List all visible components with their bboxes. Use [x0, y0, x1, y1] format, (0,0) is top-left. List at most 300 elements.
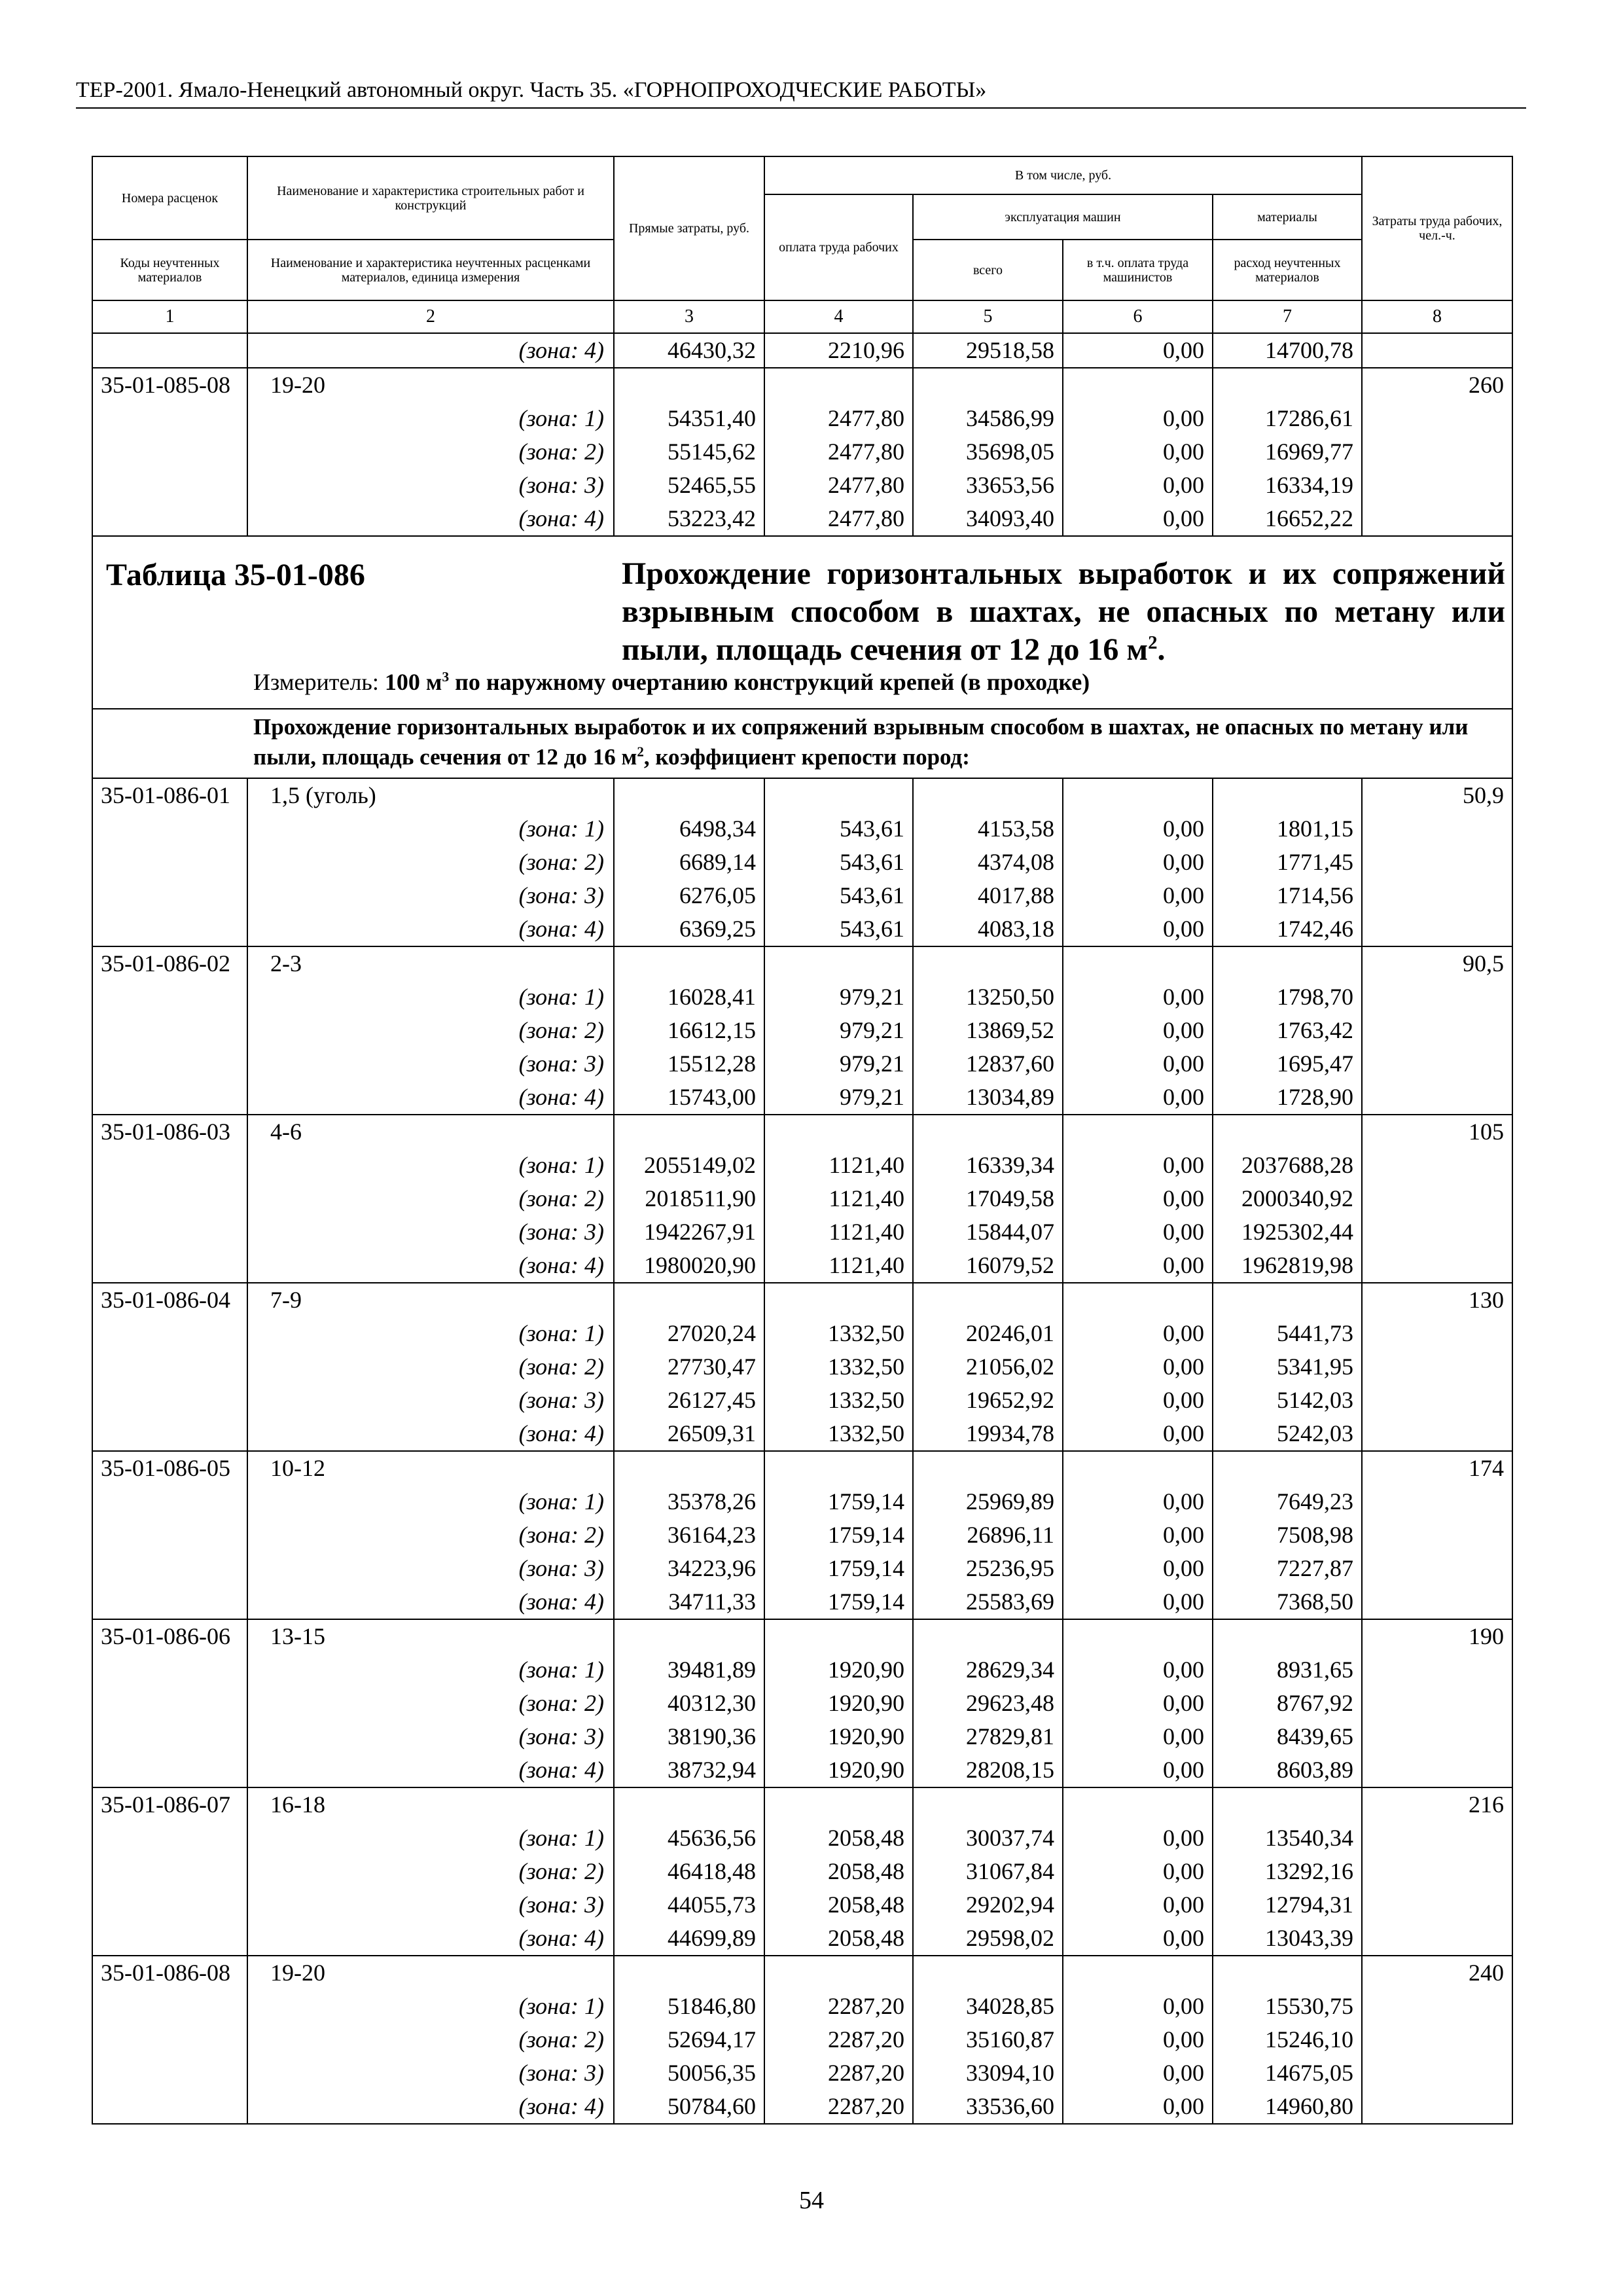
direct-costs-value: 27730,47 [614, 1350, 764, 1384]
rate-name: 13-15 [247, 1619, 614, 1653]
zone-label: (зона: 3) [247, 2056, 614, 2090]
empty-cell [1362, 980, 1512, 1014]
materials-value: 5142,03 [1213, 1384, 1362, 1417]
zone-label: (зона: 1) [247, 1149, 614, 1182]
machinist-pay-value: 0,00 [1063, 1687, 1213, 1720]
empty-cell [92, 1384, 247, 1417]
column-number: 4 [764, 300, 913, 333]
machines-value: 33653,56 [913, 469, 1063, 502]
materials-value: 16969,77 [1213, 435, 1362, 469]
machines-value: 26896,11 [913, 1518, 1063, 1552]
empty-cell [1213, 946, 1362, 980]
column-number: 7 [1213, 300, 1362, 333]
empty-cell [1362, 2056, 1512, 2090]
zone-label: (зона: 1) [247, 1317, 614, 1350]
zone-row [92, 912, 1512, 946]
empty-cell [92, 980, 247, 1014]
empty-cell [614, 1619, 764, 1653]
empty-cell [1362, 1922, 1512, 1956]
machinist-pay-value: 0,00 [1063, 2090, 1213, 2124]
zone-row [92, 1552, 1512, 1585]
labor-pay-value: 2287,20 [764, 2090, 913, 2124]
empty-cell [92, 1249, 247, 1283]
header-machines-total: всего [913, 240, 1063, 300]
labor-hours: 260 [1362, 368, 1512, 402]
zone-label: (зона: 3) [247, 1720, 614, 1753]
materials-value: 8931,65 [1213, 1653, 1362, 1687]
materials-value: 7508,98 [1213, 1518, 1362, 1552]
machines-value: 28208,15 [913, 1753, 1063, 1787]
direct-costs-value: 51846,80 [614, 1990, 764, 2023]
labor-pay-value: 1759,14 [764, 1585, 913, 1619]
header-work-name: Наименование и характеристика строительных работ и конструкций [247, 156, 614, 240]
empty-cell [614, 1956, 764, 1990]
zone-label: (зона: 4) [247, 1753, 614, 1787]
zone-label: (зона: 3) [247, 1047, 614, 1081]
zone-label: (зона: 1) [247, 402, 614, 435]
column-number: 8 [1362, 300, 1512, 333]
labor-pay-value: 1920,90 [764, 1720, 913, 1753]
materials-value: 5441,73 [1213, 1317, 1362, 1350]
direct-costs-value: 16028,41 [614, 980, 764, 1014]
direct-costs-value: 38732,94 [614, 1753, 764, 1787]
zone-row [92, 1350, 1512, 1384]
empty-cell [1362, 1888, 1512, 1922]
empty-cell [1362, 1585, 1512, 1619]
zone-row [92, 502, 1512, 536]
zone-label: (зона: 2) [247, 2023, 614, 2056]
rate-name: 10-12 [247, 1451, 614, 1485]
labor-pay-value: 1332,50 [764, 1417, 913, 1451]
rate-items [92, 778, 1512, 2124]
zone-label: (зона: 2) [247, 1014, 614, 1047]
machinist-pay-value: 0,00 [1063, 469, 1213, 502]
machines-value: 30037,74 [913, 1821, 1063, 1855]
empty-cell [1063, 1451, 1213, 1485]
materials-value: 17286,61 [1213, 402, 1362, 435]
zone-row [92, 1317, 1512, 1350]
zone-label: (зона: 2) [247, 1350, 614, 1384]
empty-cell [764, 1619, 913, 1653]
machines-value: 13250,50 [913, 980, 1063, 1014]
rate-item-header-row [92, 778, 1512, 812]
column-number: 5 [913, 300, 1063, 333]
labor-pay-value: 979,21 [764, 1014, 913, 1047]
zone-label: (зона: 1) [247, 1653, 614, 1687]
empty-cell [764, 368, 913, 402]
machines-value: 28629,34 [913, 1653, 1063, 1687]
zone-row [92, 2090, 1512, 2124]
empty-cell [1362, 812, 1512, 846]
zone-row [92, 1249, 1512, 1283]
empty-cell [92, 1687, 247, 1720]
empty-cell [1213, 778, 1362, 812]
empty-cell [1362, 1081, 1512, 1115]
header-material-codes: Коды неучтенных материалов [92, 240, 247, 300]
empty-cell [1362, 402, 1512, 435]
zone-label: (зона: 4) [247, 2090, 614, 2124]
empty-cell [92, 1653, 247, 1687]
labor-pay-value: 979,21 [764, 1047, 913, 1081]
empty-cell [1063, 946, 1213, 980]
empty-cell [92, 1855, 247, 1888]
labor-pay-value: 2210,96 [764, 333, 913, 368]
empty-cell [1362, 912, 1512, 946]
empty-cell [614, 368, 764, 402]
rate-item-header-row [92, 1115, 1512, 1149]
empty-cell [913, 1283, 1063, 1317]
materials-value: 2000340,92 [1213, 1182, 1362, 1215]
labor-hours: 174 [1362, 1451, 1512, 1485]
direct-costs-value: 6689,14 [614, 846, 764, 879]
rate-code: 35-01-086-05 [92, 1451, 247, 1485]
rate-name: 19-20 [247, 1956, 614, 1990]
machines-value: 17049,58 [913, 1182, 1063, 1215]
zone-row [92, 1485, 1512, 1518]
zone-label: (зона: 1) [247, 1821, 614, 1855]
materials-value: 1714,56 [1213, 879, 1362, 912]
materials-value: 16652,22 [1213, 502, 1362, 536]
materials-value: 14700,78 [1213, 333, 1362, 368]
zone-row [92, 980, 1512, 1014]
labor-hours: 190 [1362, 1619, 1512, 1653]
materials-value: 1742,46 [1213, 912, 1362, 946]
zone-row [92, 1047, 1512, 1081]
empty-cell [1362, 2090, 1512, 2124]
empty-cell [1213, 1451, 1362, 1485]
empty-cell [92, 1149, 247, 1182]
empty-cell [764, 1787, 913, 1821]
zone-row [92, 812, 1512, 846]
machines-value: 19652,92 [913, 1384, 1063, 1417]
empty-cell [92, 1215, 247, 1249]
materials-value: 1771,45 [1213, 846, 1362, 879]
empty-cell [92, 1990, 247, 2023]
empty-cell [92, 2023, 247, 2056]
empty-cell [1063, 778, 1213, 812]
empty-cell [1213, 1619, 1362, 1653]
materials-value: 14960,80 [1213, 2090, 1362, 2124]
machines-value: 34586,99 [913, 402, 1063, 435]
machines-value: 29623,48 [913, 1687, 1063, 1720]
labor-hours: 50,9 [1362, 778, 1512, 812]
rate-code: 35-01-086-07 [92, 1787, 247, 1821]
machinist-pay-value: 0,00 [1063, 912, 1213, 946]
page-number: 54 [799, 2187, 824, 2214]
carryover-rows [92, 333, 1512, 536]
zone-row [92, 2023, 1512, 2056]
materials-value: 5242,03 [1213, 1417, 1362, 1451]
empty-cell [1362, 2023, 1512, 2056]
empty-cell [1362, 1249, 1512, 1283]
empty-cell [1362, 1149, 1512, 1182]
materials-value: 16334,19 [1213, 469, 1362, 502]
empty-cell [92, 1081, 247, 1115]
direct-costs-value: 35378,26 [614, 1485, 764, 1518]
machinist-pay-value: 0,00 [1063, 1215, 1213, 1249]
empty-cell [92, 1720, 247, 1753]
empty-cell [92, 2090, 247, 2124]
materials-value: 14675,05 [1213, 2056, 1362, 2090]
rate-code: 35-01-086-03 [92, 1115, 247, 1149]
empty-cell [614, 1283, 764, 1317]
machinist-pay-value: 0,00 [1063, 1384, 1213, 1417]
machinist-pay-value: 0,00 [1063, 1922, 1213, 1956]
machinist-pay-value: 0,00 [1063, 1518, 1213, 1552]
materials-value: 8603,89 [1213, 1753, 1362, 1787]
machinist-pay-value: 0,00 [1063, 1317, 1213, 1350]
empty-cell [1362, 435, 1512, 469]
empty-cell [913, 368, 1063, 402]
column-number: 3 [614, 300, 764, 333]
machines-value: 25236,95 [913, 1552, 1063, 1585]
rate-name: 19-20 [247, 368, 614, 402]
zone-row [92, 1417, 1512, 1451]
empty-cell [764, 778, 913, 812]
materials-value: 15530,75 [1213, 1990, 1362, 2023]
rate-item-header-row [92, 1619, 1512, 1653]
empty-cell [1362, 1350, 1512, 1384]
zone-label: (зона: 3) [247, 1888, 614, 1922]
rate-name: 4-6 [247, 1115, 614, 1149]
header-rate-numbers: Номера расценок [92, 156, 247, 240]
zone-row [92, 1888, 1512, 1922]
empty-cell [92, 469, 247, 502]
labor-pay-value: 2058,48 [764, 1821, 913, 1855]
machinist-pay-value: 0,00 [1063, 1585, 1213, 1619]
empty-cell [92, 1317, 247, 1350]
zone-row [92, 1821, 1512, 1855]
empty-cell [913, 1451, 1063, 1485]
rate-code [92, 333, 247, 368]
rate-name: 16-18 [247, 1787, 614, 1821]
rate-item-header-row [92, 1787, 1512, 1821]
rate-item-header-row [92, 368, 1512, 402]
labor-pay-value: 1759,14 [764, 1552, 913, 1585]
header-direct-costs: Прямые затраты, руб. [614, 156, 764, 300]
machinist-pay-value: 0,00 [1063, 1855, 1213, 1888]
machines-value: 16339,34 [913, 1149, 1063, 1182]
rate-code: 35-01-086-04 [92, 1283, 247, 1317]
column-number: 2 [247, 300, 614, 333]
empty-cell [92, 912, 247, 946]
empty-cell [1362, 469, 1512, 502]
empty-cell [1362, 1552, 1512, 1585]
header-including: В том числе, руб. [764, 156, 1362, 194]
machines-value: 13034,89 [913, 1081, 1063, 1115]
direct-costs-value: 1980020,90 [614, 1249, 764, 1283]
empty-cell [913, 1619, 1063, 1653]
machinist-pay-value: 0,00 [1063, 1014, 1213, 1047]
zone-row [92, 1182, 1512, 1215]
machines-value: 4083,18 [913, 912, 1063, 946]
materials-value: 13540,34 [1213, 1821, 1362, 1855]
empty-cell [764, 1956, 913, 1990]
labor-pay-value: 543,61 [764, 812, 913, 846]
machinist-pay-value: 0,00 [1063, 2056, 1213, 2090]
empty-cell [1063, 1956, 1213, 1990]
labor-hours: 216 [1362, 1787, 1512, 1821]
zone-row [92, 1014, 1512, 1047]
labor-pay-value: 2058,48 [764, 1888, 913, 1922]
zone-row [92, 1384, 1512, 1417]
machines-value: 19934,78 [913, 1417, 1063, 1451]
zone-row [92, 1653, 1512, 1687]
labor-pay-value: 1759,14 [764, 1518, 913, 1552]
empty-cell [92, 1922, 247, 1956]
empty-cell [1213, 368, 1362, 402]
machinist-pay-value: 0,00 [1063, 1753, 1213, 1787]
empty-cell [1063, 1619, 1213, 1653]
table-block [92, 536, 1512, 709]
labor-pay-value: 1121,40 [764, 1215, 913, 1249]
zone-label: (зона: 2) [247, 1518, 614, 1552]
empty-cell [92, 1417, 247, 1451]
zone-label: (зона: 4) [247, 1081, 614, 1115]
machinist-pay-value: 0,00 [1063, 1047, 1213, 1081]
zone-row [92, 469, 1512, 502]
machines-value: 29518,58 [913, 333, 1063, 368]
zone-label: (зона: 4) [247, 1585, 614, 1619]
machinist-pay-value: 0,00 [1063, 333, 1213, 368]
labor-hours: 90,5 [1362, 946, 1512, 980]
rate-name: 2-3 [247, 946, 614, 980]
machinist-pay-value: 0,00 [1063, 1485, 1213, 1518]
direct-costs-value: 27020,24 [614, 1317, 764, 1350]
zone-row [92, 2056, 1512, 2090]
labor-pay-value: 2058,48 [764, 1922, 913, 1956]
zone-row [92, 1753, 1512, 1787]
direct-costs-value: 45636,56 [614, 1821, 764, 1855]
zone-row [92, 846, 1512, 879]
empty-cell [92, 435, 247, 469]
machines-value: 21056,02 [913, 1350, 1063, 1384]
materials-value: 7649,23 [1213, 1485, 1362, 1518]
machines-value: 29598,02 [913, 1922, 1063, 1956]
empty-cell [1362, 1047, 1512, 1081]
rate-item-header-row [92, 946, 1512, 980]
rate-item-header-row [92, 1283, 1512, 1317]
direct-costs-value: 15743,00 [614, 1081, 764, 1115]
labor-pay-value: 979,21 [764, 980, 913, 1014]
machines-value: 34028,85 [913, 1990, 1063, 2023]
materials-value: 1763,42 [1213, 1014, 1362, 1047]
machinist-pay-value: 0,00 [1063, 1350, 1213, 1384]
empty-cell [913, 946, 1063, 980]
labor-pay-value: 1759,14 [764, 1485, 913, 1518]
labor-pay-value: 1920,90 [764, 1687, 913, 1720]
empty-cell [1362, 1753, 1512, 1787]
labor-pay-value: 1121,40 [764, 1149, 913, 1182]
rate-item-header-row [92, 1956, 1512, 1990]
empty-cell [913, 1956, 1063, 1990]
materials-value: 5341,95 [1213, 1350, 1362, 1384]
labor-pay-value: 543,61 [764, 879, 913, 912]
empty-cell [764, 1115, 913, 1149]
header-machinist-pay: в т.ч. оплата труда машинистов [1063, 240, 1213, 300]
machinist-pay-value: 0,00 [1063, 402, 1213, 435]
table-subheading-block [92, 709, 1512, 778]
labor-hours: 105 [1362, 1115, 1512, 1149]
header-labor-pay: оплата труда рабочих [764, 194, 913, 300]
empty-cell [1362, 1014, 1512, 1047]
empty-cell [764, 1283, 913, 1317]
labor-pay-value: 543,61 [764, 912, 913, 946]
zone-label: (зона: 1) [247, 812, 614, 846]
zone-row [92, 1149, 1512, 1182]
empty-cell [92, 1047, 247, 1081]
machines-value: 4153,58 [913, 812, 1063, 846]
machinist-pay-value: 0,00 [1063, 1552, 1213, 1585]
zone-label: (зона: 4) [247, 333, 614, 368]
column-number: 6 [1063, 300, 1213, 333]
empty-cell [1362, 1990, 1512, 2023]
header-labor-costs: Затраты труда рабочих, чел.-ч. [1362, 156, 1512, 300]
labor-hours: 240 [1362, 1956, 1512, 1990]
direct-costs-value: 2018511,90 [614, 1182, 764, 1215]
direct-costs-value: 6369,25 [614, 912, 764, 946]
empty-cell [764, 1451, 913, 1485]
empty-cell [92, 1518, 247, 1552]
machines-value: 29202,94 [913, 1888, 1063, 1922]
empty-cell [92, 1753, 247, 1787]
header-machines: эксплуатация машин [913, 194, 1213, 240]
rate-name: 7-9 [247, 1283, 614, 1317]
direct-costs-value: 55145,62 [614, 435, 764, 469]
machines-value: 35698,05 [913, 435, 1063, 469]
empty-cell [92, 1014, 247, 1047]
zone-label: (зона: 4) [247, 1922, 614, 1956]
empty-cell [614, 1787, 764, 1821]
machinist-pay-value: 0,00 [1063, 812, 1213, 846]
direct-costs-value: 50784,60 [614, 2090, 764, 2124]
direct-costs-value: 53223,42 [614, 502, 764, 536]
empty-cell [1362, 1518, 1512, 1552]
zone-label: (зона: 2) [247, 1687, 614, 1720]
zone-label: (зона: 1) [247, 1990, 614, 2023]
empty-cell [1213, 1956, 1362, 1990]
rate-code: 35-01-086-06 [92, 1619, 247, 1653]
labor-pay-value: 543,61 [764, 846, 913, 879]
direct-costs-value: 54351,40 [614, 402, 764, 435]
zone-row [92, 1720, 1512, 1753]
empty-cell [1362, 502, 1512, 536]
empty-cell [913, 778, 1063, 812]
zone-row [92, 1687, 1512, 1720]
direct-costs-value: 46430,32 [614, 333, 764, 368]
zone-row [92, 1855, 1512, 1888]
rate-name: 1,5 (уголь) [247, 778, 614, 812]
rate-code: 35-01-086-08 [92, 1956, 247, 1990]
materials-value: 1695,47 [1213, 1047, 1362, 1081]
empty-cell [92, 812, 247, 846]
direct-costs-value: 50056,35 [614, 2056, 764, 2090]
empty-cell [1362, 1182, 1512, 1215]
labor-pay-value: 1121,40 [764, 1182, 913, 1215]
direct-costs-value: 44055,73 [614, 1888, 764, 1922]
labor-pay-value: 1332,50 [764, 1350, 913, 1384]
direct-costs-value: 16612,15 [614, 1014, 764, 1047]
direct-costs-value: 39481,89 [614, 1653, 764, 1687]
materials-value: 1801,15 [1213, 812, 1362, 846]
table-id: Таблица 35-01-086 [106, 558, 365, 592]
empty-cell [92, 1821, 247, 1855]
zone-label: (зона: 3) [247, 1215, 614, 1249]
empty-cell [92, 502, 247, 536]
empty-cell [1362, 1855, 1512, 1888]
materials-value: 13043,39 [1213, 1922, 1362, 1956]
rate-code: 35-01-086-02 [92, 946, 247, 980]
